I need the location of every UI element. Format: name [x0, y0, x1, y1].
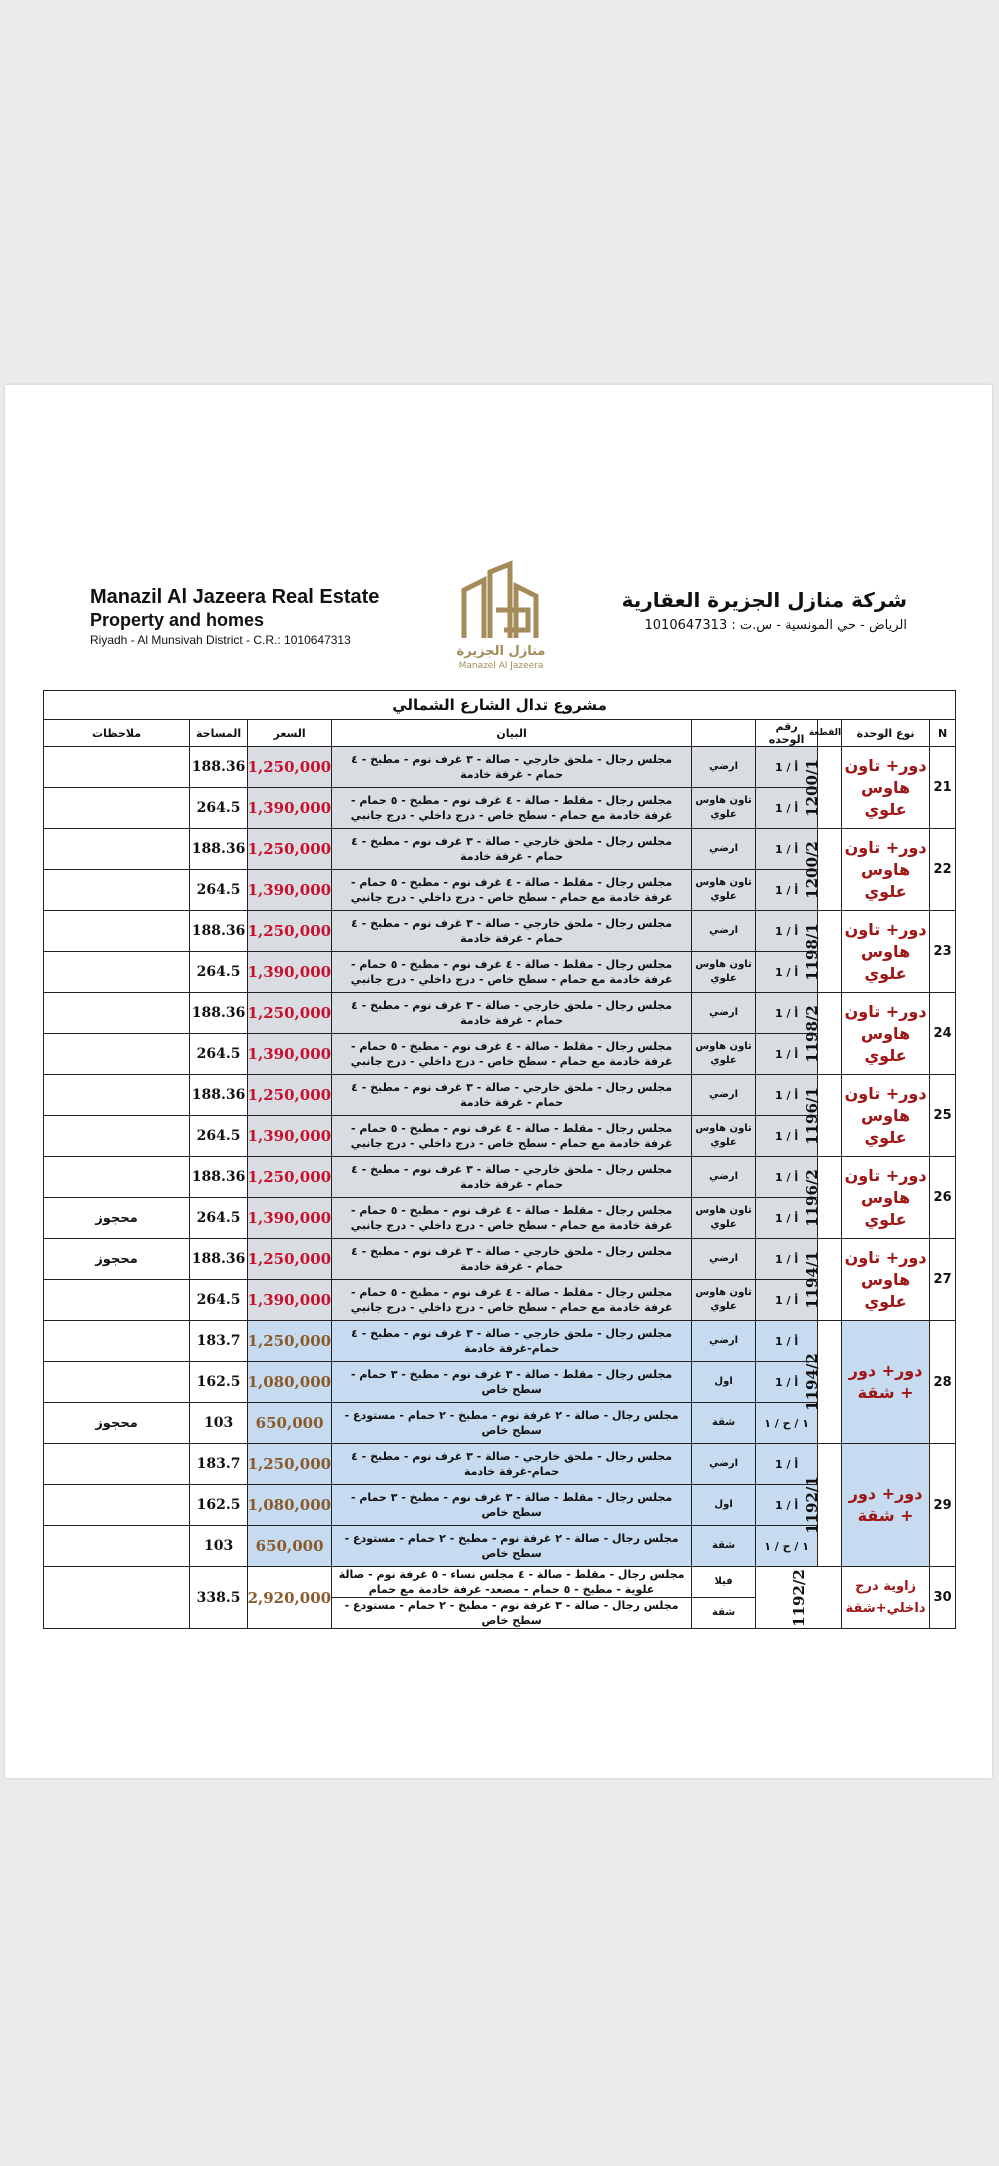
unit-note	[44, 1157, 190, 1198]
plot-number: 1198/2	[818, 993, 842, 1075]
unit-description: مجلس رجال - مقلط - صالة - ٤ غرف نوم - مطبخ - ٥ حمام - غرفة خادمة مع حمام - سطح خاص - درج داخلي - درج جانبي	[332, 952, 692, 993]
units-price-table	[43, 690, 956, 1629]
unit-note	[44, 911, 190, 952]
unit-note	[44, 1280, 190, 1321]
unit-area: 188.36	[190, 911, 248, 952]
plot-number: 1192/2	[756, 1567, 842, 1629]
unit-number: أ / 1	[756, 1075, 818, 1116]
unit-area: 338.5	[190, 1567, 248, 1629]
unit-type: دور+ تاون هاوس علوي	[842, 1075, 930, 1157]
floor-type: ارضي	[692, 747, 756, 788]
unit-area: 183.7	[190, 1321, 248, 1362]
unit-price: 1,390,000	[248, 1198, 332, 1239]
unit-note	[44, 1116, 190, 1157]
unit-price: 1,080,000	[248, 1362, 332, 1403]
unit-note-reserved: محجوز	[44, 1239, 190, 1280]
unit-area: 188.36	[190, 1075, 248, 1116]
unit-description: مجلس رجال - ملحق خارجي - صالة - ٣ غرف نوم - مطبخ - ٤ حمام - غرفة خادمة	[332, 1075, 692, 1116]
unit-price: 1,390,000	[248, 788, 332, 829]
unit-number: أ / 1	[756, 993, 818, 1034]
col-header-notes: ملاحظات	[44, 720, 190, 747]
unit-note	[44, 747, 190, 788]
unit-description: مجلس رجال - مقلط - صالة - ٤ غرف نوم - مطبخ - ٥ حمام - غرفة خادمة مع حمام - سطح خاص - درج داخلي - درج جانبي	[332, 1116, 692, 1157]
col-header-type	[692, 720, 756, 747]
unit-number: أ / 1	[756, 1444, 818, 1485]
unit-note	[44, 1034, 190, 1075]
unit-number: أ / 1	[756, 1362, 818, 1403]
floor-type: اول	[692, 1362, 756, 1403]
unit-description: مجلس رجال - صالة - ٣ غرفة نوم - مطبخ - ٢ حمام - مستودع - سطح خاص	[332, 1598, 692, 1629]
unit-area: 188.36	[190, 993, 248, 1034]
plot-number: 1194/1	[818, 1239, 842, 1321]
unit-description: مجلس رجال - ملحق خارجي - صالة - ٣ غرف نوم - مطبخ - ٤ حمام - غرفة خادمة	[332, 829, 692, 870]
unit-number: أ / 1	[756, 870, 818, 911]
floor-type: تاون هاوس علوي	[692, 1116, 756, 1157]
unit-area: 264.5	[190, 1198, 248, 1239]
unit-price: 650,000	[248, 1403, 332, 1444]
unit-number: أ / 1	[756, 1485, 818, 1526]
unit-area: 264.5	[190, 1280, 248, 1321]
unit-note	[44, 1485, 190, 1526]
unit-note	[44, 870, 190, 911]
unit-price: 1,250,000	[248, 1444, 332, 1485]
floor-type: ارضي	[692, 1444, 756, 1485]
unit-area: 188.36	[190, 829, 248, 870]
unit-area: 188.36	[190, 747, 248, 788]
col-header-n: N	[930, 720, 956, 747]
unit-description: مجلس رجال - مقلط - صالة - ٣ غرف نوم - مطبخ - ٣ حمام - سطح خاص	[332, 1485, 692, 1526]
unit-description: مجلس رجال - ملحق خارجي - صالة - ٣ غرف نوم - مطبخ - ٤ حمام - غرفة خادمة	[332, 1239, 692, 1280]
project-title: مشروع تدال الشارع الشمالي	[44, 691, 956, 720]
company-header-arabic	[577, 585, 907, 637]
unit-type: دور+ تاون هاوس علوي	[842, 1157, 930, 1239]
unit-description: مجلس رجال - ملحق خارجي - صالة - ٣ غرف نوم - مطبخ - ٤ حمام - غرفة خادمة	[332, 747, 692, 788]
col-header-plot: القطعة	[818, 720, 842, 747]
floor-type: تاون هاوس علوي	[692, 1280, 756, 1321]
unit-price: 1,390,000	[248, 1280, 332, 1321]
unit-description: مجلس رجال - مقلط - صالة - ٤ غرف نوم - مطبخ - ٥ حمام - غرفة خادمة مع حمام - سطح خاص - درج داخلي - درج جانبي	[332, 788, 692, 829]
unit-description: مجلس رجال - مقلط - صالة - ٤ غرف نوم - مطبخ - ٥ حمام - غرفة خادمة مع حمام - سطح خاص - درج داخلي - درج جانبي	[332, 1280, 692, 1321]
plot-number: 1200/2	[818, 829, 842, 911]
unit-number: ١ / ح / ١	[756, 1526, 818, 1567]
company-name-en-line2: Property and homes	[90, 610, 265, 630]
unit-price: 1,250,000	[248, 911, 332, 952]
unit-number: ١ / ح / ١	[756, 1403, 818, 1444]
row-number: 23	[930, 911, 956, 993]
plot-number: 1196/2	[818, 1157, 842, 1239]
unit-number: أ / 1	[756, 952, 818, 993]
logo-text-ar: منازل الجزيرة	[456, 644, 546, 659]
table-row	[44, 993, 956, 1034]
table-row	[44, 1075, 956, 1116]
unit-number: أ / 1	[756, 1280, 818, 1321]
unit-number: أ / 1	[756, 747, 818, 788]
col-header-unit-no: رقم الوحده	[756, 720, 818, 747]
document-page	[5, 385, 992, 1778]
unit-description: مجلس رجال - ملحق خارجي - صالة - ٣ غرف نوم - مطبخ - ٤ حمام - غرفة خادمة	[332, 993, 692, 1034]
unit-description: مجلس رجال - مقلط - صالة - ٣ غرف نوم - مطبخ - ٣ حمام - سطح خاص	[332, 1362, 692, 1403]
unit-description: مجلس رجال - صالة - ٢ غرفة نوم - مطبخ - ٢ حمام - مستودع - سطح خاص	[332, 1403, 692, 1444]
unit-area: 103	[190, 1403, 248, 1444]
unit-number: أ / 1	[756, 1198, 818, 1239]
floor-type: ارضي	[692, 1321, 756, 1362]
unit-price: 650,000	[248, 1526, 332, 1567]
unit-description: مجلس رجال - ملحق خارجي - صالة - ٣ غرف نوم - مطبخ - ٤ حمام-غرفة خادمة	[332, 1321, 692, 1362]
unit-price: 1,080,000	[248, 1485, 332, 1526]
company-name-en-line1: Manazil Al Jazeera Real Estate	[90, 586, 380, 608]
logo-text-en: Manazel Al Jazeera	[458, 661, 544, 671]
floor-type: ارضي	[692, 829, 756, 870]
row-number: 22	[930, 829, 956, 911]
unit-area: 103	[190, 1526, 248, 1567]
unit-price: 1,390,000	[248, 952, 332, 993]
unit-type: دور+ دور + شقة	[842, 1321, 930, 1444]
table-row	[44, 1321, 956, 1362]
floor-type: ارضي	[692, 993, 756, 1034]
table-row	[44, 1444, 956, 1485]
unit-description: مجلس رجال - مقلط - صالة - ٤ غرف نوم - مطبخ - ٥ حمام - غرفة خادمة مع حمام - سطح خاص - درج داخلي - درج جانبي	[332, 870, 692, 911]
floor-type: ارضي	[692, 1239, 756, 1280]
unit-area: 183.7	[190, 1444, 248, 1485]
unit-area: 264.5	[190, 952, 248, 993]
floor-type: شقة	[692, 1403, 756, 1444]
row-number: 30	[930, 1567, 956, 1629]
unit-type: دور+ تاون هاوس علوي	[842, 747, 930, 829]
unit-number: أ / 1	[756, 1321, 818, 1362]
unit-note	[44, 952, 190, 993]
unit-note	[44, 829, 190, 870]
unit-price: 1,250,000	[248, 1157, 332, 1198]
floor-type: فيلا	[692, 1567, 756, 1598]
company-address-en: Riyadh - Al Munsivah District - C.R.: 1010647313	[90, 633, 351, 647]
unit-area: 264.5	[190, 788, 248, 829]
company-address-ar: الرياض - حي المونسية - س.ت : 1010647313	[644, 618, 907, 633]
row-number: 25	[930, 1075, 956, 1157]
unit-note	[44, 1075, 190, 1116]
unit-type: دور+ دور + شقة	[842, 1444, 930, 1567]
table-caption-row	[44, 691, 956, 720]
unit-note-reserved: محجوز	[44, 1403, 190, 1444]
unit-type: زاوية درج داخلي+شقة	[842, 1567, 930, 1629]
unit-number: أ / 1	[756, 829, 818, 870]
unit-note	[44, 1567, 190, 1629]
unit-price: 2,920,000	[248, 1567, 332, 1629]
unit-description: مجلس رجال - ملحق خارجي - صالة - ٣ غرف نوم - مطبخ - ٤ حمام-غرفة خادمة	[332, 1444, 692, 1485]
unit-area: 264.5	[190, 1116, 248, 1157]
plot-number: 1194/2	[818, 1321, 842, 1444]
unit-type: دور+ تاون هاوس علوي	[842, 993, 930, 1075]
unit-number: أ / 1	[756, 1239, 818, 1280]
table-row	[44, 1157, 956, 1198]
unit-area: 188.36	[190, 1239, 248, 1280]
floor-type: شقة	[692, 1598, 756, 1629]
table-header-row	[44, 720, 956, 747]
unit-description: مجلس رجال - ملحق خارجي - صالة - ٣ غرف نوم - مطبخ - ٤ حمام - غرفة خادمة	[332, 911, 692, 952]
unit-number: أ / 1	[756, 911, 818, 952]
building-logo-icon	[456, 560, 546, 640]
plot-number: 1200/1	[818, 747, 842, 829]
unit-price: 1,390,000	[248, 870, 332, 911]
unit-note-reserved: محجوز	[44, 1198, 190, 1239]
col-header-price: السعر	[248, 720, 332, 747]
floor-type: ارضي	[692, 1157, 756, 1198]
table-row	[44, 747, 956, 788]
company-logo	[445, 560, 557, 680]
row-number: 26	[930, 1157, 956, 1239]
col-header-desc: البيان	[332, 720, 692, 747]
unit-note	[44, 1362, 190, 1403]
unit-number: أ / 1	[756, 1116, 818, 1157]
floor-type: شقة	[692, 1526, 756, 1567]
unit-description: مجلس رجال - صالة - ٢ غرفة نوم - مطبخ - ٢ حمام - مستودع - سطح خاص	[332, 1526, 692, 1567]
floor-type: ارضي	[692, 1075, 756, 1116]
unit-description: مجلس رجال - ملحق خارجي - صالة - ٣ غرف نوم - مطبخ - ٤ حمام - غرفة خادمة	[332, 1157, 692, 1198]
unit-area: 162.5	[190, 1485, 248, 1526]
unit-price: 1,390,000	[248, 1034, 332, 1075]
floor-type: تاون هاوس علوي	[692, 1034, 756, 1075]
unit-note	[44, 788, 190, 829]
plot-number: 1192/1	[818, 1444, 842, 1567]
unit-note	[44, 993, 190, 1034]
row-number: 29	[930, 1444, 956, 1567]
floor-type: تاون هاوس علوي	[692, 870, 756, 911]
company-header-english	[90, 585, 450, 649]
unit-price: 1,250,000	[248, 1321, 332, 1362]
unit-number: أ / 1	[756, 1157, 818, 1198]
unit-number: أ / 1	[756, 1034, 818, 1075]
unit-price: 1,250,000	[248, 747, 332, 788]
table-row	[44, 1239, 956, 1280]
table-row	[44, 1567, 956, 1598]
col-header-unit-type: نوع الوحدة	[842, 720, 930, 747]
unit-price: 1,250,000	[248, 993, 332, 1034]
unit-description: مجلس رجال - مقلط - صالة - ٤ غرف نوم - مطبخ - ٥ حمام - غرفة خادمة مع حمام - سطح خاص - درج داخلي - درج جانبي	[332, 1198, 692, 1239]
plot-number: 1196/1	[818, 1075, 842, 1157]
unit-note	[44, 1444, 190, 1485]
unit-price: 1,250,000	[248, 829, 332, 870]
floor-type: تاون هاوس علوي	[692, 788, 756, 829]
floor-type: ارضي	[692, 911, 756, 952]
unit-type: دور+ تاون هاوس علوي	[842, 1239, 930, 1321]
unit-area: 264.5	[190, 870, 248, 911]
floor-type: تاون هاوس علوي	[692, 952, 756, 993]
unit-area: 162.5	[190, 1362, 248, 1403]
table-row	[44, 911, 956, 952]
unit-description: مجلس رجال - مقلط - صالة - ٤ غرف نوم - مطبخ - ٥ حمام - غرفة خادمة مع حمام - سطح خاص - درج داخلي - درج جانبي	[332, 1034, 692, 1075]
company-name-ar: شركة منازل الجزيرة العقارية	[621, 588, 907, 612]
floor-type: اول	[692, 1485, 756, 1526]
row-number: 21	[930, 747, 956, 829]
table-row	[44, 829, 956, 870]
unit-note	[44, 1526, 190, 1567]
unit-number: أ / 1	[756, 788, 818, 829]
row-number: 24	[930, 993, 956, 1075]
floor-type: تاون هاوس علوي	[692, 1198, 756, 1239]
unit-type: دور+ تاون هاوس علوي	[842, 911, 930, 993]
row-number: 27	[930, 1239, 956, 1321]
unit-area: 264.5	[190, 1034, 248, 1075]
unit-description: مجلس رجال - مقلط - صالة - ٤ مجلس نساء - ٥ غرفة نوم - صالة علوية - مطبخ - ٥ حمام - مصعد- غرفة خادمة مع حمام	[332, 1567, 692, 1598]
col-header-area: المساحة	[190, 720, 248, 747]
unit-area: 188.36	[190, 1157, 248, 1198]
row-number: 28	[930, 1321, 956, 1444]
unit-price: 1,250,000	[248, 1239, 332, 1280]
unit-note	[44, 1321, 190, 1362]
plot-number: 1198/1	[818, 911, 842, 993]
unit-price: 1,250,000	[248, 1075, 332, 1116]
unit-type: دور+ تاون هاوس علوي	[842, 829, 930, 911]
unit-price: 1,390,000	[248, 1116, 332, 1157]
